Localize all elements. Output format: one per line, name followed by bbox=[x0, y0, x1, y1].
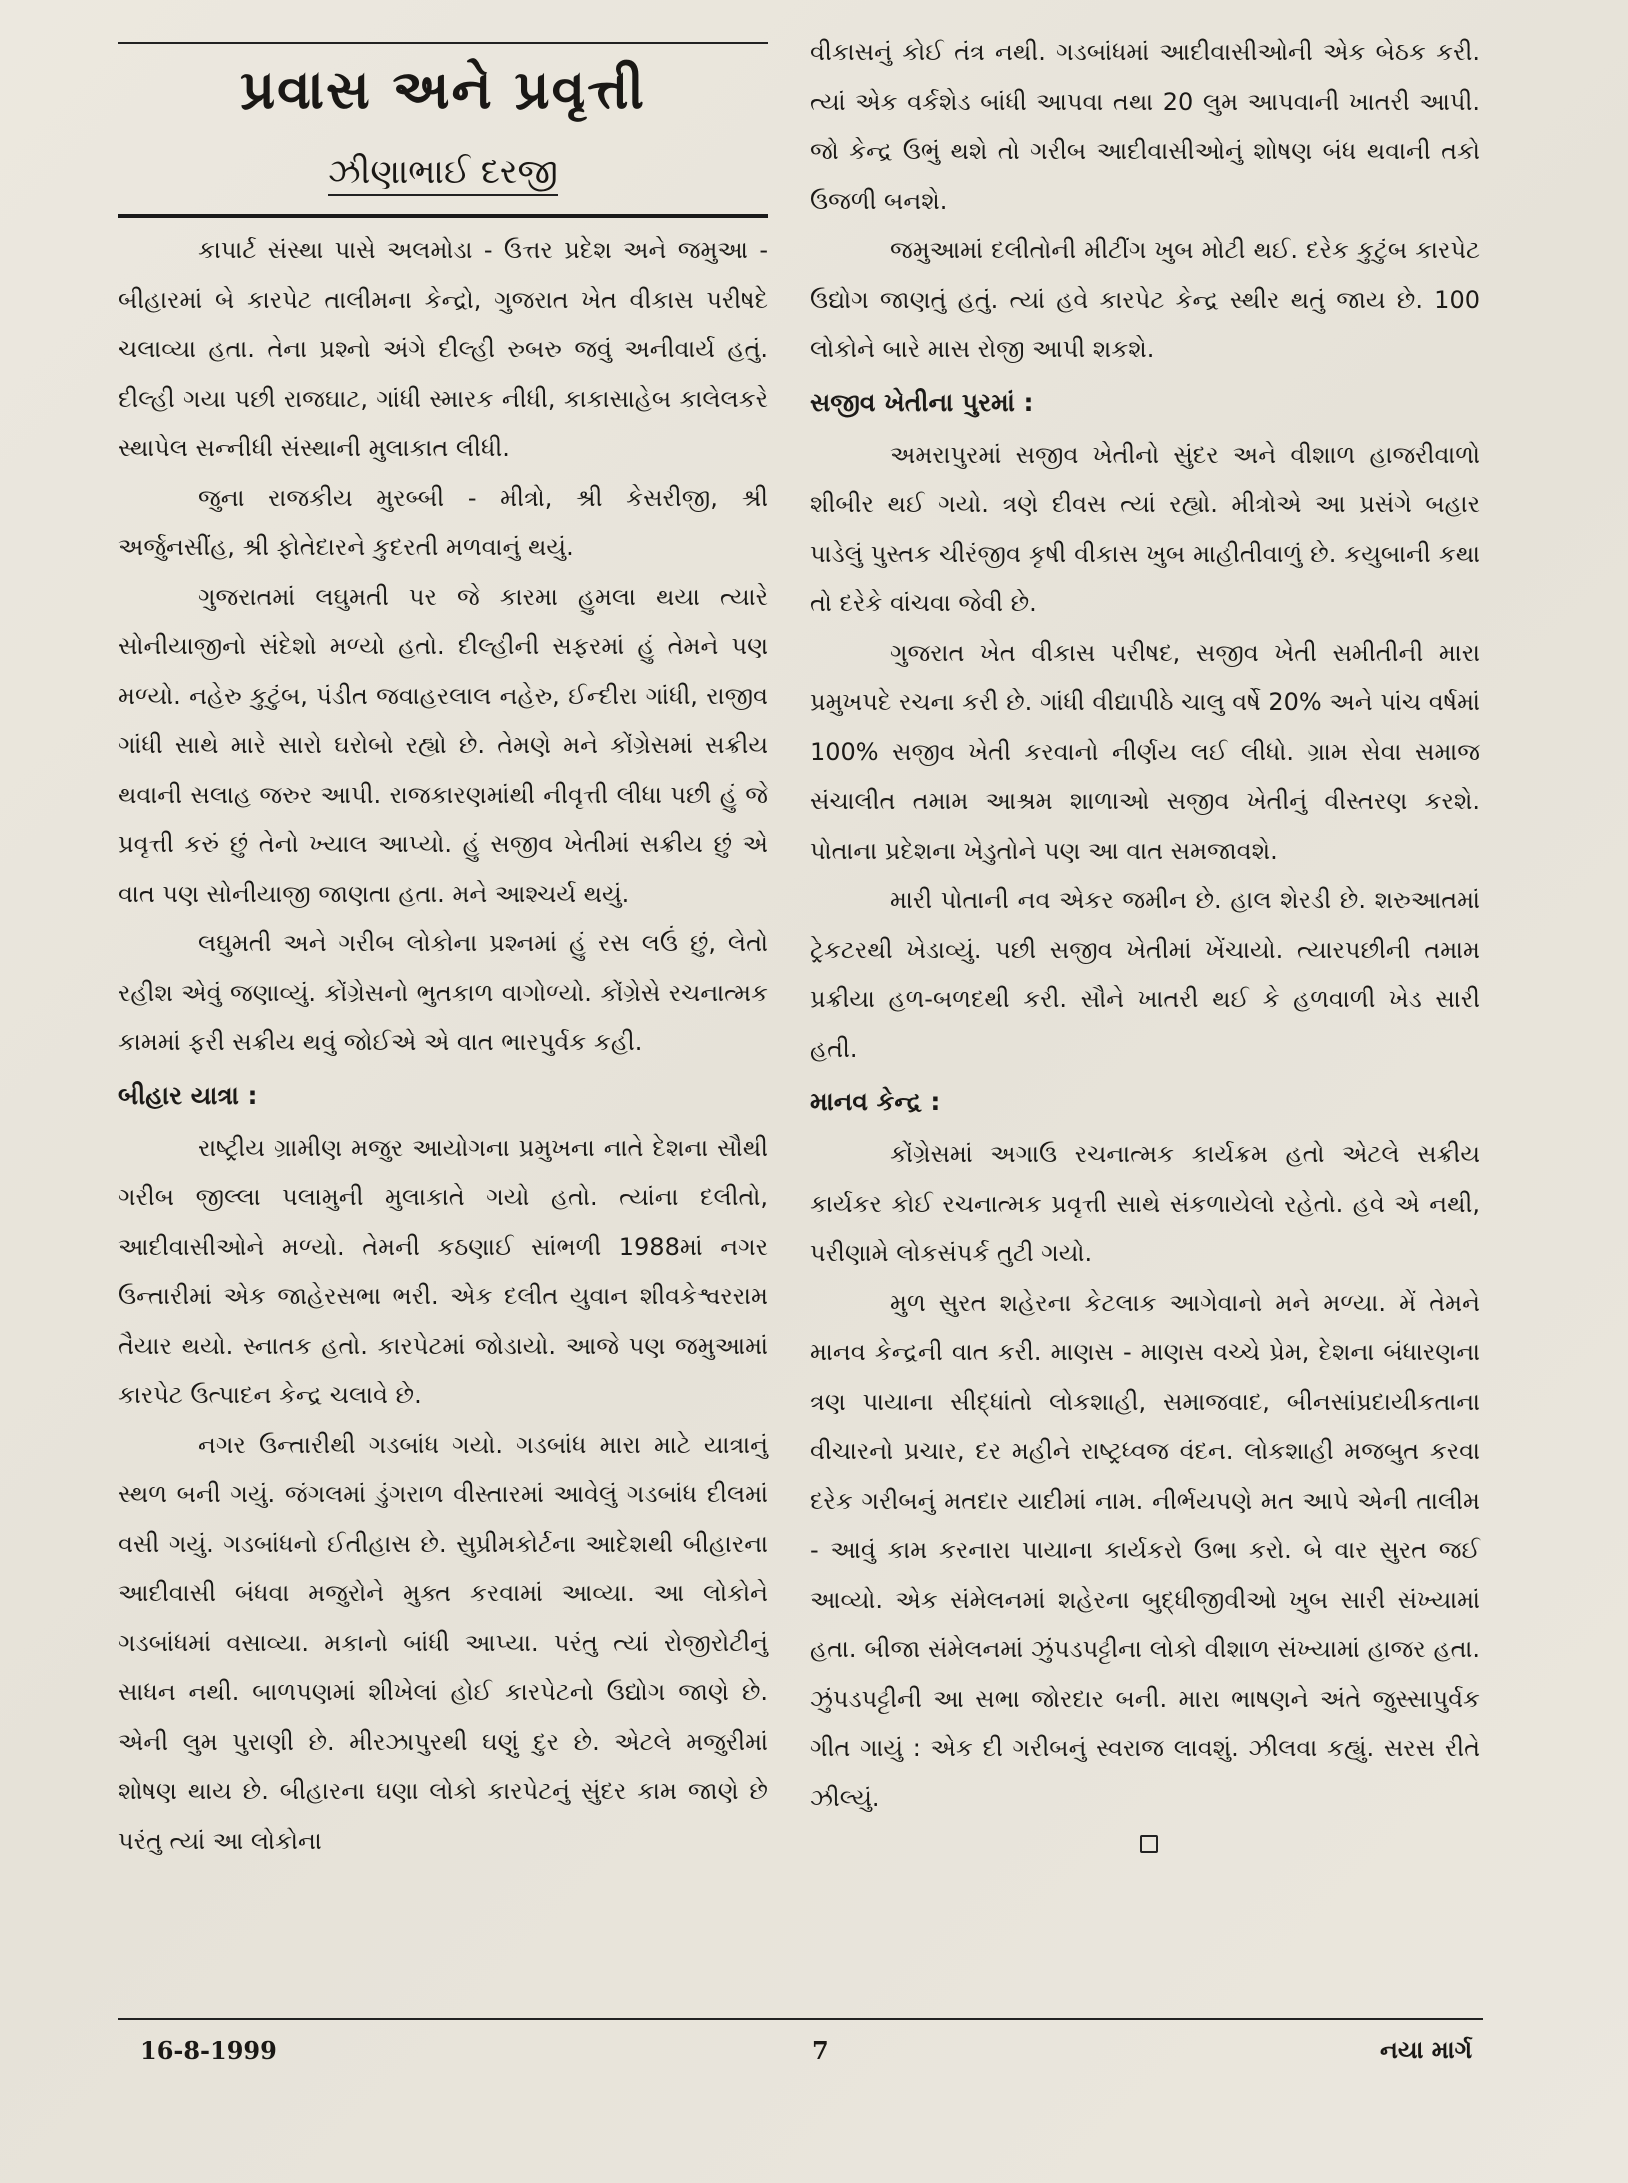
footer-magazine-name: નયા માર્ગ bbox=[1380, 2036, 1473, 2064]
end-of-article-icon bbox=[1140, 1835, 1158, 1853]
title-bottom-rule bbox=[118, 214, 768, 218]
paragraph: નગર ઉન્તારીથી ગડબાંધ ગયો. ગડબાંધ મારા માટે યાત્રાનું સ્થળ બની ગયું. જંગલમાં ડુંગરાળ વીસ્તારમાં આવેલું ગડબાંધ દીલમાં વસી ગયું. ગડબાંધનો ઈતીહાસ છે. સુપ્રીમકોર્ટના આદેશથી બીહારના આદીવાસી બંધવા મજુરોને મુક્ત કરવામાં આવ્યા. આ લોકોને ગડબાંધમાં વસાવ્યા. મકાનો બાંધી આપ્યા. પરંતુ ત્યાં રોજીરોટીનું સાધન નથી. બાળપણમાં શીખેલાં હોઈ કારપેટનો ઉદ્યોગ જાણે છે. એની લુમ પુરાણી છે. મીરઝાપુરથી ઘણું દુર છે. એટલે મજુરીમાં શોષણ થાય છે. બીહારના ઘણા લોકો કારપેટનું સુંદર કામ જાણે છે પરંતુ ત્યાં આ લોકોના bbox=[118, 1430, 768, 1855]
paragraph: ગુજરાત ખેત વીકાસ પરીષદ, સજીવ ખેતી સમીતીની મારા પ્રમુખપદે રચના કરી છે. ગાંધી વીદ્યાપીઠે ચાલુ વર્ષે 20% અને પાંચ વર્ષમાં 100% સજીવ ખેતી કરવાનો નીર્ણય લઈ લીધો. ગ્રામ સેવા સમાજ સંચાલીત તમામ આશ્રમ શાળાઓ સજીવ ખેતીનું વીસ્તરણ કરશે. પોતાના પ્રદેશના ખેડુતોને પણ આ વાત સમજાવશે. bbox=[810, 638, 1480, 865]
section-heading-bihar: બીહાર યાત્રા : bbox=[118, 1080, 258, 1110]
left-column bbox=[118, 226, 768, 1866]
paragraph: વીકાસનું કોઈ તંત્ર નથી. ગડબાંધમાં આદીવાસીઓની એક બેઠક કરી. ત્યાં એક વર્કશેડ બાંધી આપવા તથા 20 લુમ આપવાની ખાતરી આપી. જો કેન્દ્ર ઉભું થશે તો ગરીબ આદીવાસીઓનું શોષણ બંધ થવાની તકો ઉજળી બનશે. bbox=[810, 38, 1480, 215]
author-name: ઝીણાભાઈ દરજી bbox=[328, 152, 558, 196]
section-heading-organic-farming: સજીવ ખેતીના પુરમાં : bbox=[810, 387, 1034, 417]
paragraph: જુના રાજકીય મુરબ્બી - મીત્રો, શ્રી કેસરીજી, શ્રી અર્જુનસીંહ, શ્રી ફોતેદારને કુદરતી મળવાનું થયું. bbox=[118, 483, 768, 561]
paragraph: કોંગ્રેસમાં અગાઉ રચનાત્મક કાર્યક્રમ હતો એટલે સક્રીય કાર્યકર કોઈ રચનાત્મક પ્રવૃત્તી સાથે સંકળાયેલો રહેતો. હવે એ નથી, પરીણામે લોકસંપર્ક તુટી ગયો. bbox=[810, 1140, 1480, 1267]
paragraph: મુળ સુરત શહેરના કેટલાક આગેવાનો મને મળ્યા. મેં તેમને માનવ કેન્દ્રની વાત કરી. માણસ - માણસ વચ્ચે પ્રેમ, દેશના બંધારણના ત્રણ પાયાના સીદ્ધાંતો લોકશાહી, સમાજવાદ, બીનસાંપ્રદાયીકતાના વીચારનો પ્રચાર, દર મહીને રાષ્ટ્રધ્વજ વંદન. લોકશાહી મજબુત કરવા દરેક ગરીબનું મતદાર યાદીમાં નામ. નીર્ભયપણે મત આપે એની તાલીમ - આવું કામ કરનારા પાયાના કાર્યકરો ઉભા કરો. બે વાર સુરત જઈ આવ્યો. એક સંમેલનમાં શહેરના બુદ્ધીજીવીઓ ખુબ સારી સંખ્યામાં હતા. બીજા સંમેલનમાં ઝુંપડપટ્ટીના લોકો વીશાળ સંખ્યામાં હાજર હતા. ઝુંપડપટ્ટીની આ સભા જોરદાર બની. મારા ભાષણને અંતે જુસ્સાપુર્વક ગીત ગાયું : એક દી ગરીબનું સ્વરાજ લાવશું. ઝીલવા કહ્યું. સરસ રીતે ઝીલ્યું. bbox=[810, 1288, 1480, 1812]
footer-page-number: 7 bbox=[812, 2036, 829, 2065]
paragraph: રાષ્ટ્રીય ગ્રામીણ મજુર આયોગના પ્રમુખના નાતે દેશના સૌથી ગરીબ જીલ્લા પલામુની મુલાકાતે ગયો હતો. ત્યાંના દલીતો, આદીવાસીઓને મળ્યો. તેમની કઠણાઈ સાંભળી 1988માં નગર ઉન્તારીમાં એક જાહેરસભા ભરી. એક દલીત યુવાન શીવકેશ્વરરામ તૈયાર થયો. સ્નાતક હતો. કારપેટમાં જોડાયો. આજે પણ જમુઆમાં કારપેટ ઉત્પાદન કેન્દ્ર ચલાવે છે. bbox=[118, 1133, 768, 1409]
article-author bbox=[118, 152, 768, 192]
section-heading-manav-kendra: માનવ કેન્દ્ર : bbox=[810, 1087, 941, 1116]
article-title: પ્રવાસ અને પ્રવૃત્તી bbox=[240, 58, 646, 121]
title-top-rule bbox=[118, 42, 768, 44]
paragraph: મારી પોતાની નવ એકર જમીન છે. હાલ શેરડી છે. શરુઆતમાં ટ્રેકટરથી ખેડાવ્યું. પછી સજીવ ખેતીમાં ખેંચાયો. ત્યારપછીની તમામ પ્રક્રીયા હળ-બળદથી કરી. સૌને ખાતરી થઈ કે હળવાળી ખેડ સારી હતી. bbox=[810, 886, 1480, 1063]
footer-date: 16-8-1999 bbox=[140, 2036, 277, 2065]
footer-rule bbox=[118, 2018, 1483, 2020]
paragraph: અમરાપુરમાં સજીવ ખેતીનો સુંદર અને વીશાળ હાજરીવાળો શીબીર થઈ ગયો. ત્રણે દીવસ ત્યાં રહ્યો. મીત્રોએ આ પ્રસંગે બહાર પાડેલું પુસ્તક ચીરંજીવ કૃષી વીકાસ ખુબ માહીતીવાળું છે. કયુબાની કથા તો દરેકે વાંચવા જેવી છે. bbox=[810, 440, 1480, 617]
paragraph: જમુઆમાં દલીતોની મીટીંગ ખુબ મોટી થઈ. દરેક કુટુંબ કારપેટ ઉદ્યોગ જાણતું હતું. ત્યાં હવે કારપેટ કેન્દ્ર સ્થીર થતું જાય છે. 100 લોકોને બારે માસ રોજી આપી શકશે. bbox=[810, 236, 1480, 363]
right-column bbox=[810, 28, 1480, 1853]
paragraph: લઘુમતી અને ગરીબ લોકોના પ્રશ્નમાં હું રસ લઉં છું, લેતો રહીશ એવું જણાવ્યું. કોંગ્રેસનો ભુતકાળ વાગોળ્યો. કોંગ્રેસે રચનાત્મક કામમાં ફરી સક્રીય થવું જોઈએ એ વાત ભારપુર્વક કહી. bbox=[118, 929, 768, 1056]
paragraph: ગુજરાતમાં લઘુમતી પર જે કારમા હુમલા થયા ત્યારે સોનીયાજીનો સંદેશો મળ્યો હતો. દીલ્હીની સફરમાં હું તેમને પણ મળ્યો. નહેરુ કુટુંબ, પંડીત જવાહરલાલ નહેરુ, ઈન્દીરા ગાંધી, રાજીવ ગાંધી સાથે મારે સારો ઘરોબો રહ્યો છે. તેમણે મને કોંગ્રેસમાં સક્રીય થવાની સલાહ જરુર આપી. રાજકારણમાંથી નીવૃત્તી લીધા પછી હું જે પ્રવૃત્તી કરું છું તેનો ખ્યાલ આપ્યો. હું સજીવ ખેતીમાં સક્રીય છું એ વાત પણ સોનીયાજી જાણતા હતા. મને આશ્ચર્ય થયું. bbox=[118, 582, 768, 908]
paragraph: કાપાર્ટ સંસ્થા પાસે અલમોડા - ઉત્તર પ્રદેશ અને જમુઆ - બીહારમાં બે કારપેટ તાલીમના કેન્દ્રો, ગુજરાત ખેત વીકાસ પરીષદે ચલાવ્યા હતા. તેના પ્રશ્નો અંગે દીલ્હી રુબરુ જવું અનીવાર્ય હતું. દીલ્હી ગયા પછી રાજઘાટ, ગાંધી સ્મારક નીધી, કાકાસાહેબ કાલેલકરે સ્થાપેલ સન્નીધી સંસ્થાની મુલાકાત લીધી. bbox=[118, 236, 768, 462]
